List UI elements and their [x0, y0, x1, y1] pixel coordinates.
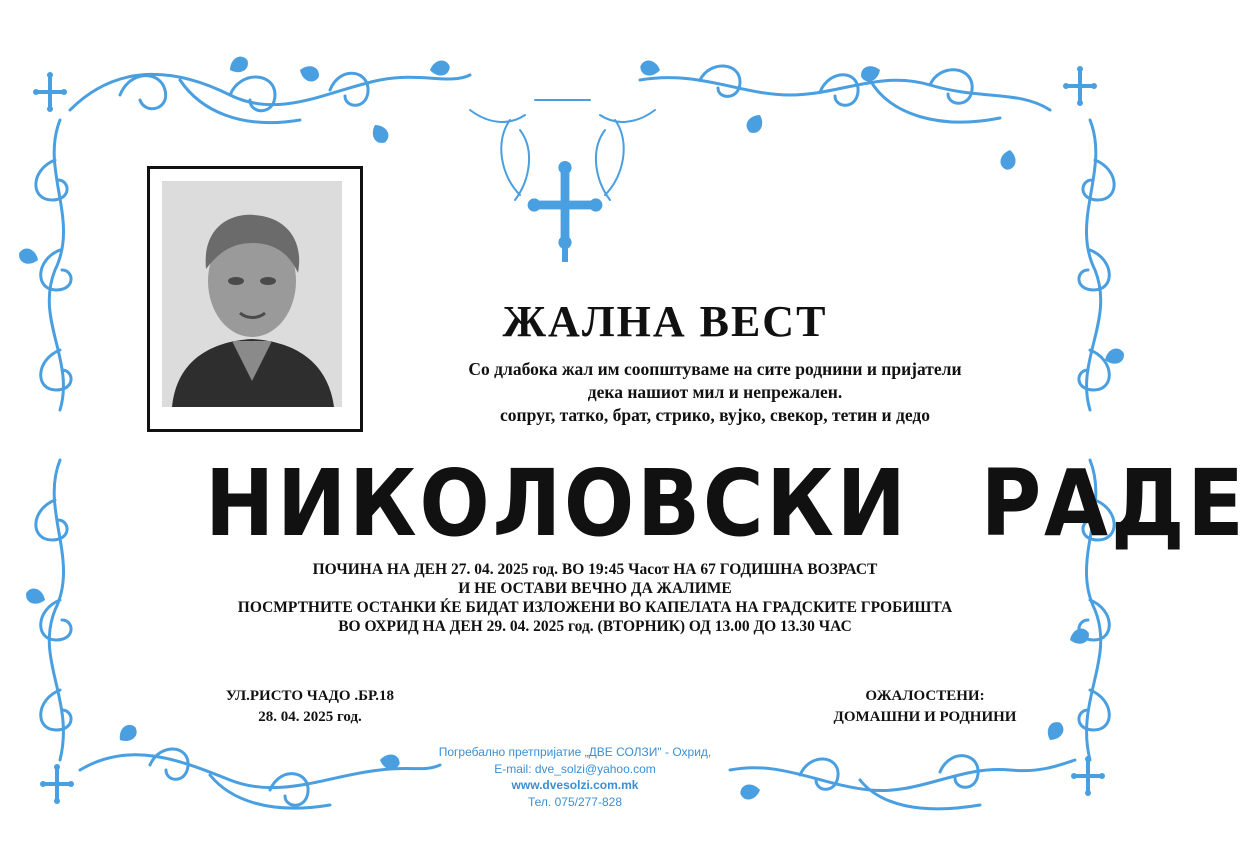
detail-line: ПОЧИНА НА ДЕН 27. 04. 2025 год. ВО 19:45 Часот НА 67 ГОДИШНА ВОЗРАСТ: [312, 561, 878, 578]
deceased-name: [205, 450, 1247, 557]
detail-line: И НЕ ОСТАВИ ВЕЧНО ДА ЖАЛИМЕ: [458, 580, 732, 597]
mourners-label: ОЖАЛОСТЕНИ:: [865, 688, 985, 704]
intro-line: Со длабока жал им соопштуваме на сите роднини и пријатели: [468, 359, 962, 379]
agency-email: E-mail: dve_solzi@yahoo.com: [494, 761, 656, 776]
mourners-names: ДОМАШНИ И РОДНИНИ: [833, 709, 1017, 725]
surname: НИКОЛОВСКИ: [205, 450, 909, 557]
agency-website: www.dvesolzi.com.mk: [511, 778, 639, 792]
intro-text: [400, 358, 1030, 427]
address-block: [185, 686, 435, 728]
agency-name: Погребално претпријатие „ДВЕ СОЛЗИ" - Охрид,: [438, 745, 712, 759]
detail-line: ПОСМРТНИТЕ ОСТАНКИ ЌЕ БИДАТ ИЗЛОЖЕНИ ВО КАПЕЛАТА НА ГРАДСКИТЕ ГРОБИШТА: [237, 599, 953, 616]
detail-line: ВО ОХРИД НА ДЕН 29. 04. 2025 год. (ВТОРНИК) ОД 13.00 ДО 13.30 ЧАС: [338, 618, 852, 635]
mourners-block: [800, 686, 1050, 728]
deceased-photo: [147, 166, 363, 432]
intro-line: дека нашиот мил и непрежален.: [587, 382, 843, 402]
funeral-details: [150, 560, 1040, 636]
portrait-image: [162, 181, 342, 407]
intro-line: сопруг, татко, брат, стрико, вујко, свекор, тетин и дедо: [500, 405, 930, 425]
street-address: УЛ.РИСТО ЧАДО .БР.18: [225, 688, 395, 704]
given-name: РАДЕ: [980, 450, 1247, 557]
agency-phone: Тел. 075/277-828: [528, 794, 622, 809]
notice-date: 28. 04. 2025 год.: [258, 709, 362, 725]
funeral-agency-info: [410, 744, 740, 810]
notice-title: ЖАЛНА ВЕСТ: [502, 297, 828, 346]
